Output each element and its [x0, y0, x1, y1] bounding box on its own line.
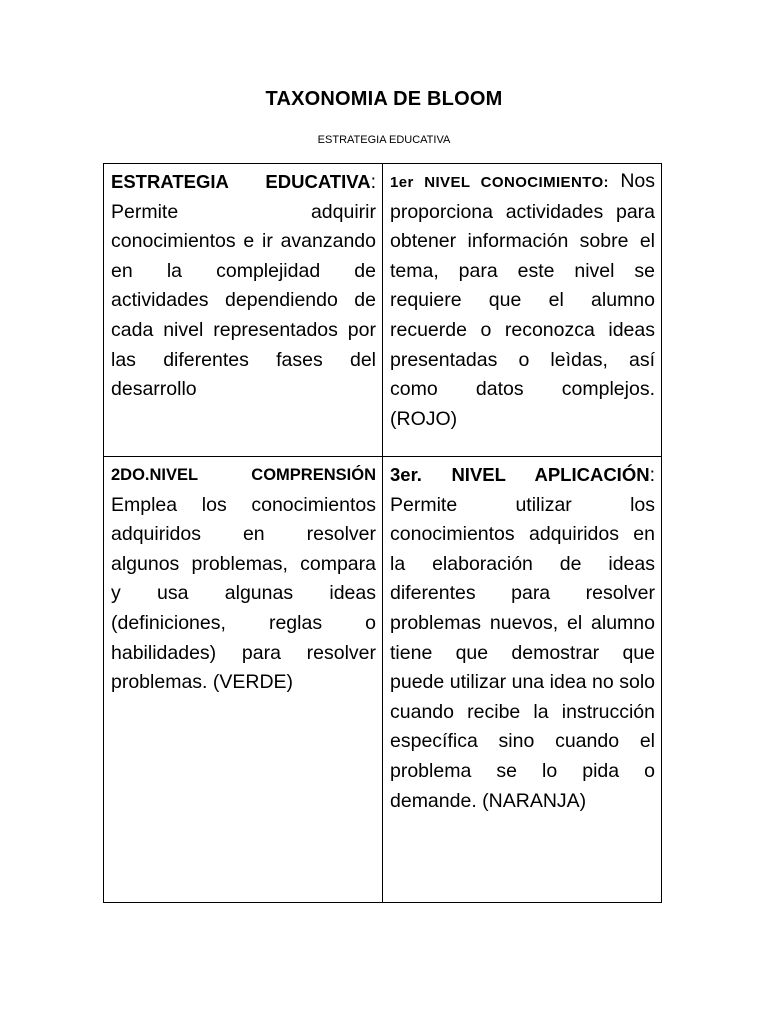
cell-estrategia-educativa	[104, 164, 383, 457]
cell-heading-suffix: :	[370, 171, 376, 193]
cell-body: Permite utilizar los conocimientos adquiridos en la elaboración de ideas diferentes para resolver problemas nuevos, el alumno tiene que demostrar que puede utilizar una idea no solo cuando recibe la instrucción específica sino cuando el problema se lo pida o demande. (NARANJA)	[390, 493, 655, 812]
cell-nivel-comprension	[104, 457, 383, 903]
cell-heading: 1er NIVEL CONOCIMIENTO:	[390, 174, 609, 191]
cell-heading: 3er. NIVEL APLICACIÓN	[390, 464, 650, 485]
document-subtitle: ESTRATEGIA EDUCATIVA	[317, 134, 451, 146]
cell-heading-suffix: :	[649, 464, 655, 486]
cell-body: Emplea los conocimientos adquiridos en resolver algunos problemas, compara y usa algunas ideas (definiciones, reglas o habilidades) para resolver problemas. (VERDE)	[111, 493, 376, 694]
document-title: TAXONOMIA DE BLOOM	[265, 88, 503, 110]
table-row	[104, 457, 662, 903]
cell-body: Permite adquirir conocimientos e ir avanzando en la complejidad de actividades dependiendo de cada nivel representados por las diferentes fases del desarrollo	[111, 200, 376, 401]
cell-nivel-aplicacion	[383, 457, 662, 903]
cell-nivel-conocimiento	[383, 164, 662, 457]
cell-heading: ESTRATEGIA EDUCATIVA	[111, 171, 371, 192]
cell-heading: 2DO.NIVEL COMPRENSIÓN	[111, 466, 376, 484]
cell-body: Nos proporciona actividades para obtener información sobre el tema, para este nivel se requiere que el alumno recuerde o reconozca ideas presentadas o leìdas, así como datos complejos. (ROJO)	[390, 170, 656, 430]
bloom-taxonomy-table	[103, 163, 662, 903]
table-row	[104, 164, 662, 457]
